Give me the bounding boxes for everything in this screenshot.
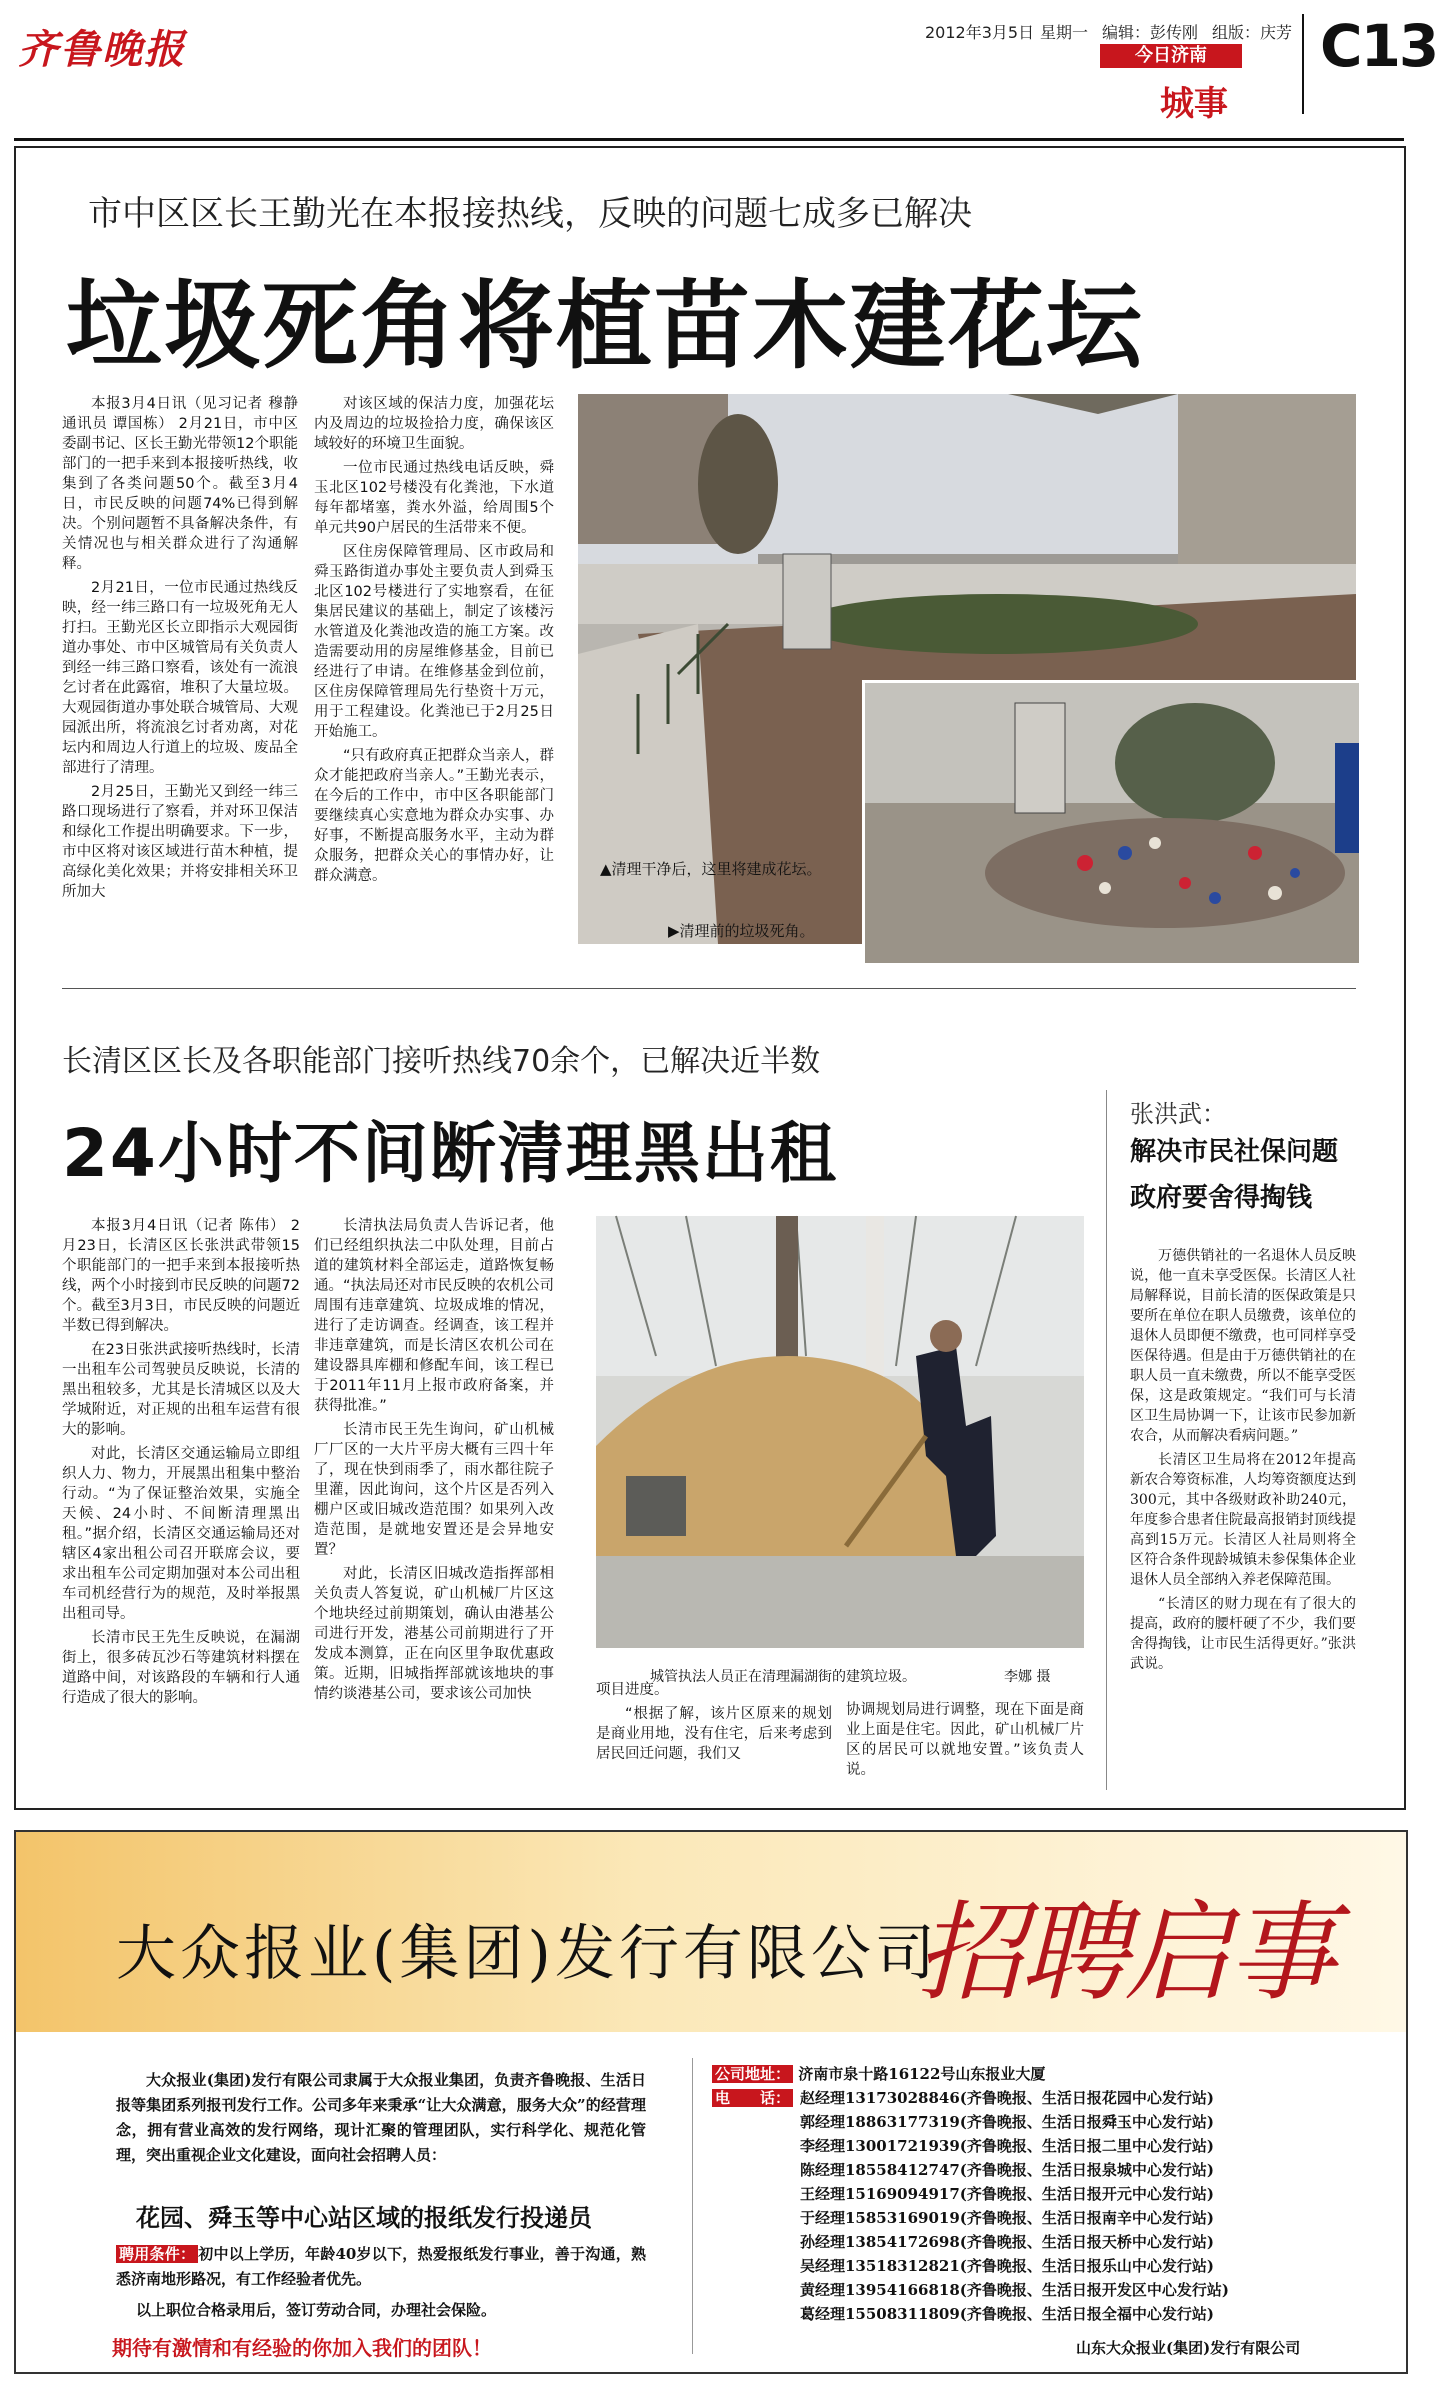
caption-cleaned: ▲清理干净后，这里将建成花坛。 xyxy=(600,860,822,878)
contact-item: 吴经理13518312821(齐鲁晚报、生活日报乐山中心发行站) xyxy=(800,2257,1215,2275)
caption-cleaning: 城管执法人员正在清理漏湖街的建筑垃圾。 xyxy=(650,1669,916,1685)
editor: 编辑：彭传刚 xyxy=(1102,23,1199,42)
section-title: 城事 xyxy=(1160,84,1228,124)
story2-kicker: 长清区区长及各职能部门接听热线70余个，已解决近半数 xyxy=(62,1044,821,1079)
story1-headline: 垃圾死角将植苗木建花坛 xyxy=(66,270,1144,382)
ad-requirements: 聘用条件： 初中以上学历，年龄40岁以下，热爱报纸发行事业，善于沟通，熟悉济南地形路况，有工作经验者优先。 xyxy=(116,2245,646,2288)
contact-item: 黄经理13954166818(齐鲁晚报、生活日报开发区中心发行站) xyxy=(800,2281,1230,2299)
ad-contacts xyxy=(800,2086,1229,2326)
story2-column-4: 协调规划局进行调整，现在下面是商业上面是住宅。因此，矿山机械厂片区的居民可以就地安置。”该负责人说。 xyxy=(846,1702,1084,1778)
layout-editor: 组版：庆芳 xyxy=(1212,23,1293,42)
ad-phone-tag: 电 话： xyxy=(712,2086,793,2110)
sidebar-title-1: 解决市民社保问题 xyxy=(1130,1137,1339,1167)
masthead: 齐鲁晚报 xyxy=(18,26,186,73)
story2-column-3: 项目进度。 “根据了解，该片区原来的规划是商业用地，没有住宅，后来考虑到居民回迁问题，我们又 xyxy=(596,1682,832,1762)
story1-kicker: 市中区区长王勤光在本报接热线，反映的问题七成多已解决 xyxy=(88,194,972,234)
section-rule xyxy=(62,988,1356,989)
story1-column-2: 对该区域的保洁力度，加强花坛内及周边的垃圾捡拾力度，确保该区域较好的环境卫生面貌。 一位市民通过热线电话反映，舜玉北区102号楼没有化粪池，下水道每年都堵塞，粪水外溢，给周围5个单元共90户居民的生活带来不便。 区住房保障管理局、区市政局和舜玉路街道办事处主要负责人到舜玉北区102号楼进行了实地察看，在征集居民建议的基础上，制定了该楼污水管道及化粪池改造的施工方案。改造需要动用的房屋维修基金，目前已经进行了申请。在维修基金到位前，区住房保障管理局先行垫资十万元，用于工程建设。化粪池已于2月25日开始施工。 “只有政府真正把群众当亲人，群众才能把政府当亲人。”王勤光表示，在今后的工作中，市中区各职能部门要继续真心实意地为群众办实事、办好事，不断提高服务水平，主动为群众服务，把群众关心的事情办好，让群众满意。 xyxy=(314,396,554,884)
ad-note: 以上职位合格录用后，签订劳动合同，办理社会保险。 xyxy=(136,2301,497,2319)
header-divider xyxy=(1302,14,1304,114)
sidebar-divider xyxy=(1106,1090,1107,1790)
photo-cleaning-debris xyxy=(596,1216,1084,1648)
ad-intro: 大众报业(集团)发行有限公司隶属于大众报业集团，负责齐鲁晚报、生活日报等集团系列报刊发行工作。公司多年来秉承“让大众满意，服务大众”的经营理念，拥有营业高效的发行网络，现计汇聚的管理团队，实行科学化、规范化管理，突出重视企业文化建设，面向社会招聘人员： xyxy=(116,2071,646,2164)
contact-item: 李经理13001721939(齐鲁晚报、生活日报二里中心发行站) xyxy=(800,2137,1215,2155)
photo-credit: 李娜 摄 xyxy=(1004,1669,1051,1685)
weekday: 星期一 xyxy=(1040,23,1089,42)
contact-item: 赵经理13173028846(齐鲁晚报、生活日报花园中心发行站) xyxy=(800,2089,1215,2107)
story2-column-2: 长清执法局负责人告诉记者，他们已经组织执法二中队处理，目前占道的建筑材料全部运走，道路恢复畅通。“执法局还对市民反映的农机公司周围有违章建筑、垃圾成堆的情况，进行了走访调查。经调查，该工程并非违章建筑，而是长清区农机公司在建设器具库棚和修配车间，该工程已于2011年11月上报市政府备案，并获得批准。” 长清市民王先生询问，矿山机械厂厂区的一大片平房大概有三四十年了，现在快到雨季了，雨水都往院子里灌，因此询问，这个片区是否列入棚户区或旧城改造范围？如果列入改造范围，是就地安置还是会异地安置？ 对此，长清区旧城改造指挥部相关负责人答复说，矿山机械厂片区这个地块经过前期策划，确认由港基公司进行开发，港基公司前期进行了开发成本测算，正在向区里争取优惠政策。近期，旧城指挥部就该地块的事情约谈港基公司，要求该公司加快 xyxy=(314,1218,554,1702)
ad-divider xyxy=(692,2058,693,2354)
story1-column-1: 本报3月4日讯（见习记者 穆静 通讯员 谭国栋） 2月21日，市中区委副书记、区长王勤光带领12个职能部门的一把手来到本报接听热线，收集到了各类问题50个。截至3月4日，市民反映的问题74%已得到解决。个别问题暂不具备解决条件，有关情况也与相关群众进行了沟通解释。 2月21日，一位市民通过热线反映，经一纬三路口有一垃圾死角无人打扫。王勤光区长立即指示大观园街道办事处、市中区城管局有关负责人到经一纬三路口察看，该处有一流浪乞讨者在此露宿，堆积了大量垃圾。大观园街道办事处联合城管局、大观园派出所，将流浪乞讨者劝离，对花坛内和周边人行道上的垃圾、废品全部进行了清理。 2月25日，王勤光又到经一纬三路口现场进行了察看，并对环卫保洁和绿化工作提出明确要求。下一步，市中区将对该区域进行苗木种植，提高绿化美化效果；并将安排相关环卫所加大 xyxy=(62,396,298,900)
header-rule xyxy=(14,138,1404,141)
contact-item: 郭经理18863177319(齐鲁晚报、生活日报舜玉中心发行站) xyxy=(800,2113,1215,2131)
ad-signature: 山东大众报业(集团)发行有限公司 xyxy=(1076,2339,1301,2357)
recruitment-ad xyxy=(14,1830,1408,2374)
contact-item: 葛经理15508311809(齐鲁晚报、生活日报全福中心发行站) xyxy=(800,2305,1215,2323)
contact-item: 孙经理13854172698(齐鲁晚报、生活日报天桥中心发行站) xyxy=(800,2233,1215,2251)
sidebar-title-2: 政府要舍得掏钱 xyxy=(1130,1183,1313,1213)
story2-column-1: 本报3月4日讯（记者 陈伟） 2月23日，长清区区长张洪武带领15个职能部门的一把手来到本报接听热线，两个小时接到市民反映的问题72个。截至3月3日，市民反映的问题近半数已得到解决。 在23日张洪武接听热线时，长清一出租车公司驾驶员反映说，长清的黑出租较多，尤其是长清城区以及大学城附近，对正规的出租车运营有很大的影响。 对此，长清区交通运输局立即组织人力、物力，开展黑出租集中整治行动。“为了保证整治效果，实施全天候、24小时、不间断清理黑出租。”据介绍，长清区交通运输局还对辖区4家出租公司召开联席会议，要求出租车公司定期加强对本公司出租车司机经营行为的规范，及时举报黑出租司导。 长清市民王先生反映说，在漏湖街上，很多砖瓦沙石等建筑材料摆在道路中间，对该路段的车辆和行人通行造成了很大的影响。 xyxy=(62,1218,300,1706)
caption-before: ▶清理前的垃圾死角。 xyxy=(668,922,815,940)
sidebar-body: 万德供销社的一名退休人员反映说，他一直未享受医保。长清区人社局解释说，目前长清的医保政策是只要所在单位在职人员缴费，该单位的退休人员即便不缴费，也可同样享受医保待遇。但是由于万德供销社的在职人员一直未缴费，所以不能享受医保，这是政策规定。“我们可与长清区卫生局协调一下，让该市民参加新农合，从而解决看病问题。” 长清区卫生局将在2012年提高新农合筹资标准，人均筹资额度达到300元，其中各级财政补助240元，年度参合患者住院最高报销封顶线提高到15万元。长清区人社局则将全区符合条件现龄城镇未参保集体企业退休人员全部纳入养老保障范围。 “长清区的财力现在有了很大的提高，政府的腰杆硬了不少，我们要舍得掏钱，让市民生活得更好。”张洪武说。 xyxy=(1130,1248,1356,1672)
date: 2012年3月5日 xyxy=(925,23,1035,42)
sidebar-name: 张洪武： xyxy=(1130,1100,1226,1128)
today-label: 今日济南 xyxy=(1100,44,1242,68)
ad-recruit-title: 招聘启事 xyxy=(916,1891,1333,2016)
ad-slogan: 期待有激情和有经验的你加入我们的团队！ xyxy=(112,2336,492,2360)
ad-company-name: 大众报业(集团)发行有限公司 xyxy=(116,1919,939,1989)
page-number: C13 xyxy=(1320,12,1437,80)
contact-item: 王经理15169094917(齐鲁晚报、生活日报开元中心发行站) xyxy=(800,2185,1215,2203)
ad-address: 公司地址： 济南市泉十路16122号山东报业大厦 xyxy=(712,2062,1045,2086)
photo-garbage-before xyxy=(862,680,1362,966)
contact-item: 于经理15853169019(齐鲁晚报、生活日报南辛中心发行站) xyxy=(800,2209,1215,2227)
ad-subhead: 花园、舜玉等中心站区域的报纸发行投递员 xyxy=(136,2203,592,2232)
contact-item: 陈经理18558412747(齐鲁晚报、生活日报泉城中心发行站) xyxy=(800,2161,1215,2179)
story2-headline: 24小时不间断清理黑出租 xyxy=(62,1115,838,1192)
